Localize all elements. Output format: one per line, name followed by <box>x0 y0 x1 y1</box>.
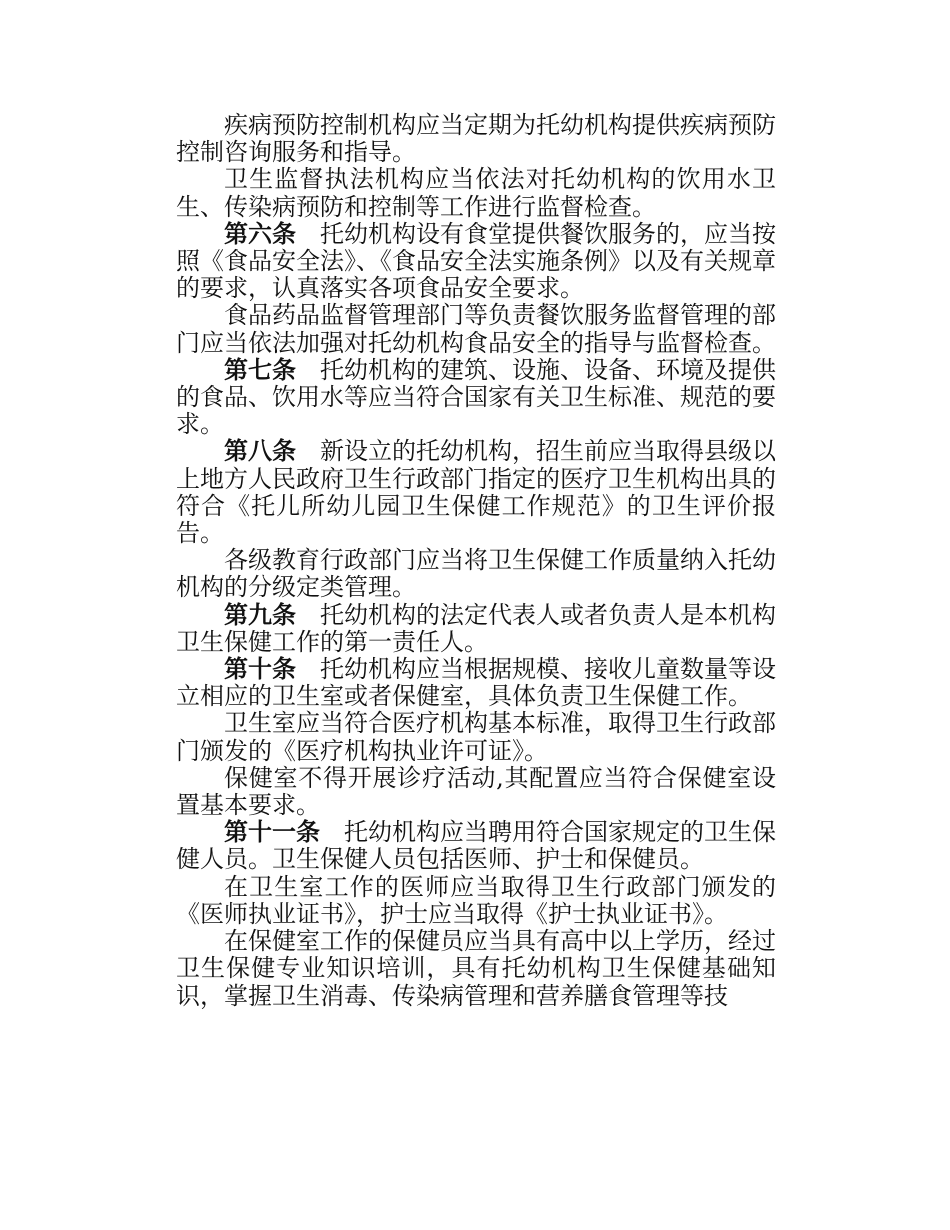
paragraph-text: 各级教育行政部门应当将卫生保健工作质量纳入托幼机构的分级定类管理。 <box>176 546 776 602</box>
paragraph-14 <box>176 928 776 1010</box>
article-number: 第六条 <box>224 219 296 248</box>
paragraph-3 <box>176 221 776 303</box>
paragraph-text: 在保健室工作的保健员应当具有高中以上学历，经过卫生保健专业知识培训，具有托幼机构卫生保健基础知识，掌握卫生消毒、传染病管理和营养膳食管理等技 <box>176 927 776 1010</box>
paragraph-text: 疾病预防控制机构应当定期为托幼机构提供疾病预防控制咨询服务和指导。 <box>176 111 776 167</box>
paragraph-4 <box>176 302 776 356</box>
article-number: 第七条 <box>224 355 296 384</box>
paragraph-13 <box>176 874 776 928</box>
paragraph-text: 托幼机构设有食堂提供餐饮服务的，应当按照《食品安全法》、《食品安全法实施条例》以及有关规章的要求，认真落实各项食品安全要求。 <box>176 219 776 303</box>
paragraph-text: 卫生监督执法机构应当依法对托幼机构的饮用水卫生、传染病预防和控制等工作进行监督检查。 <box>176 165 776 221</box>
paragraph-9 <box>176 656 776 710</box>
paragraph-12 <box>176 819 776 873</box>
paragraph-text: 在卫生室工作的医师应当取得卫生行政部门颁发的《医师执业证书》，护士应当取得《护士执业证书》。 <box>176 872 776 928</box>
paragraph-text: 保健室不得开展诊疗活动,其配置应当符合保健室设置基本要求。 <box>176 763 776 820</box>
paragraph-8 <box>176 602 776 656</box>
paragraph-text: 食品药品监督管理部门等负责餐饮服务监督管理的部门应当依法加强对托幼机构食品安全的指导与监督检查。 <box>176 301 776 357</box>
paragraph-text: 新设立的托幼机构，招生前应当取得县级以上地方人民政府卫生行政部门指定的医疗卫生机构出具的符合《托儿所幼儿园卫生保健工作规范》的卫生评价报告。 <box>176 437 776 548</box>
paragraph-text: 托幼机构的法定代表人或者负责人是本机构卫生保健工作的第一责任人。 <box>176 600 776 656</box>
paragraph-5 <box>176 357 776 439</box>
paragraph-text: 卫生室应当符合医疗机构基本标准，取得卫生行政部门颁发的《医疗机构执业许可证》。 <box>176 709 776 765</box>
article-number: 第八条 <box>224 437 296 466</box>
article-number: 第九条 <box>224 600 296 629</box>
paragraph-1 <box>176 112 776 166</box>
article-number: 第十一条 <box>224 818 320 847</box>
document-page <box>176 112 776 1010</box>
paragraph-7 <box>176 547 776 601</box>
paragraph-6 <box>176 438 776 547</box>
paragraph-11 <box>176 765 776 819</box>
paragraph-text: 托幼机构的建筑、设施、设备、环境及提供的食品、饮用水等应当符合国家有关卫生标准、规范的要求。 <box>176 355 776 439</box>
paragraph-text: 托幼机构应当根据规模、接收儿童数量等设立相应的卫生室或者保健室，具体负责卫生保健工作。 <box>176 655 776 711</box>
paragraph-text: 托幼机构应当聘用符合国家规定的卫生保健人员。卫生保健人员包括医师、护士和保健员。 <box>176 818 776 874</box>
article-number: 第十条 <box>224 655 296 684</box>
paragraph-10 <box>176 710 776 764</box>
paragraph-2 <box>176 166 776 220</box>
